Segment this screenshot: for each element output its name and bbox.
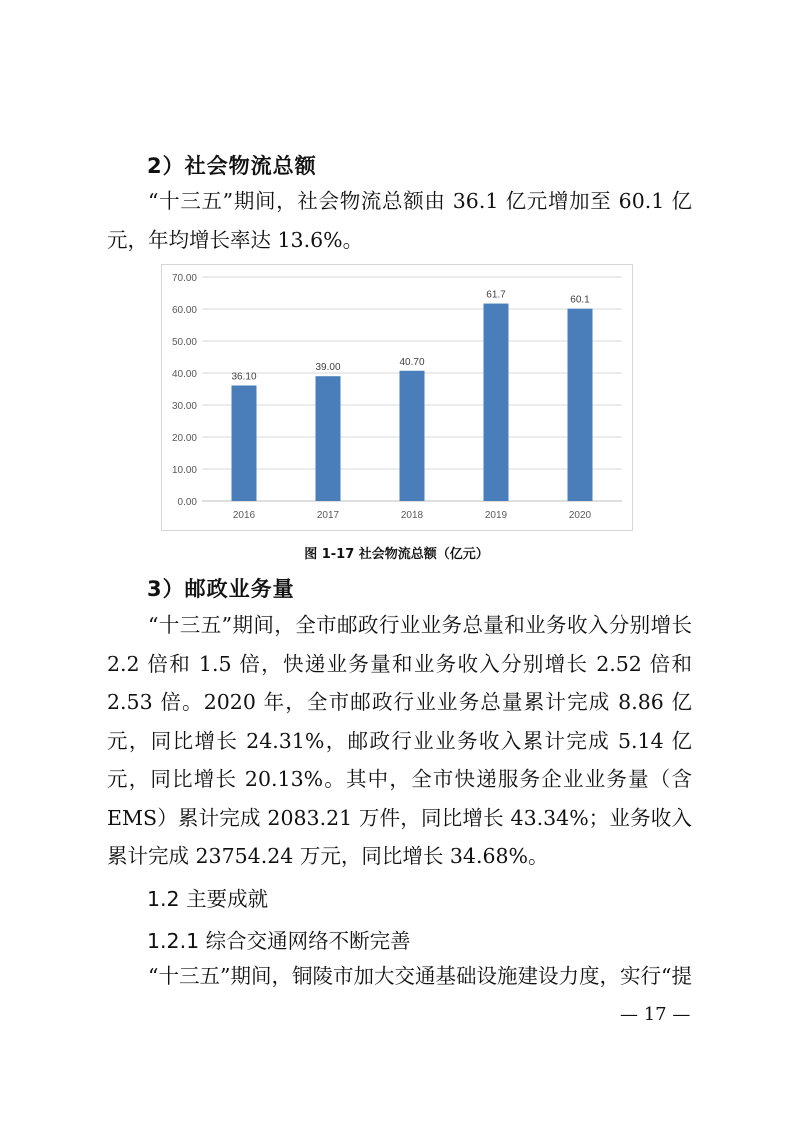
bar [484,304,509,501]
bar [568,309,593,501]
bar [400,371,425,501]
data-label: 36.10 [231,371,257,383]
data-label: 61.7 [486,289,506,301]
y-tick-label: 60.00 [171,305,197,316]
section-heading-postal: 3）邮政业务量 [147,577,295,601]
x-tick-label: 2017 [316,510,340,521]
y-tick-label: 40.00 [171,369,197,380]
bar [316,376,341,501]
x-tick-label: 2020 [568,510,592,521]
bar [232,385,257,501]
chart-canvas [162,265,632,530]
figure-caption: 图 1-17 社会物流总额（亿元） [304,547,489,562]
data-label: 60.1 [570,294,590,306]
y-tick-label: 0.00 [177,497,197,508]
y-tick-label: 10.00 [171,465,197,476]
x-tick-label: 2018 [400,510,424,521]
bar-chart [161,264,633,531]
y-tick-label: 30.00 [171,401,197,412]
section-heading-logistics: 2）社会物流总额 [147,154,317,178]
paragraph-logistics: “十三五”期间，社会物流总额由 36.1 亿元增加至 60.1 亿元，年均增长率达 13.6%。 [107,189,692,252]
section-heading-1-2-1: 1.2.1 综合交通网络不断完善 [147,929,411,953]
data-label: 40.70 [399,356,425,368]
page-number: — 17 — [620,1004,691,1025]
x-tick-label: 2019 [484,510,508,521]
y-tick-label: 20.00 [171,433,197,444]
y-tick-label: 50.00 [171,337,197,348]
section-heading-1-2: 1.2 主要成就 [147,887,269,911]
y-tick-label: 70.00 [171,273,197,284]
paragraph-transport: “十三五”期间，铜陵市加大交通基础设施建设力度，实行“提 [148,964,692,988]
paragraph-postal: “十三五”期间，全市邮政行业业务总量和业务收入分别增长 2.2 倍和 1.5 倍，快递业务量和业务收入分别增长 2.52 倍和 2.53 倍。2020 年，全市邮政行业业务总量累计完成 8.86 亿元，同比增长 24.31%，邮政行业业务收入累计完成 5.14 亿元，同比增长 20.13%。其中，全市快递服务企业业务量（含 EMS）累计完成 2083.21 万件，同比增长 43.34%；业务收入累计完成 23754.24 万元，同比增长 34.68%。 [107,613,692,868]
x-tick-label: 2016 [232,510,256,521]
data-label: 39.00 [315,362,341,374]
